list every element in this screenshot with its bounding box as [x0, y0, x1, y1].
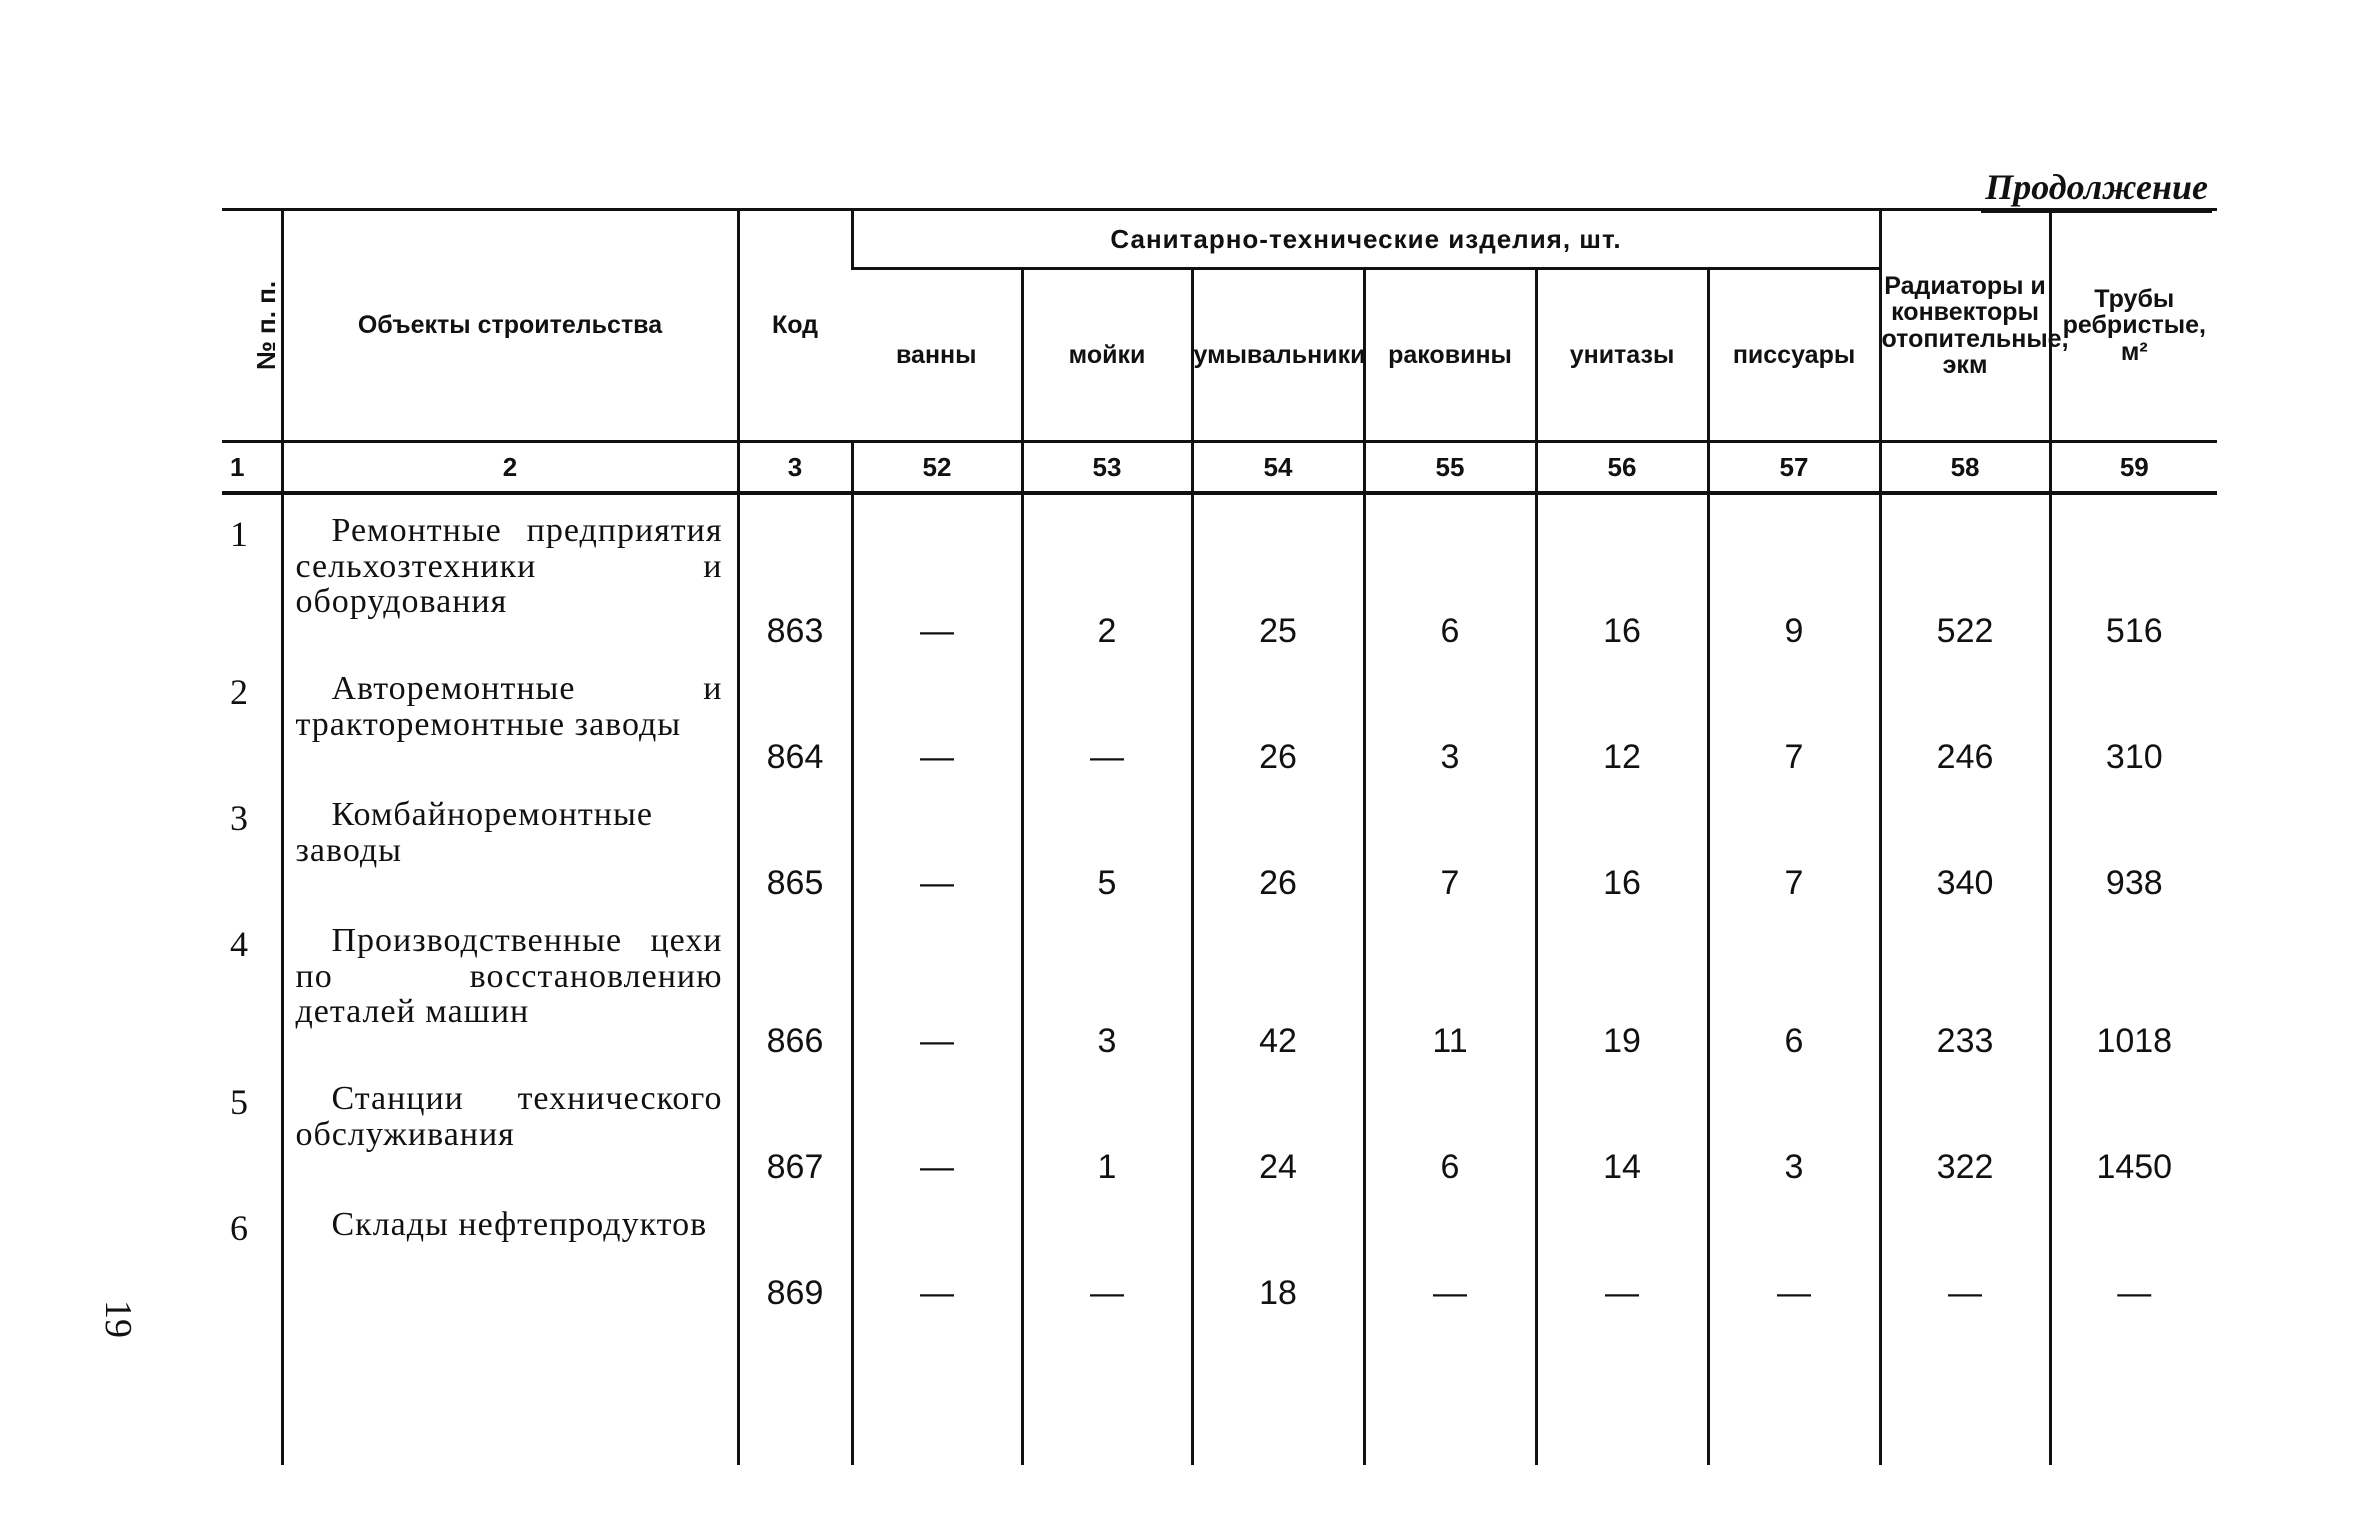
table-row — [222, 493, 2217, 653]
cell-pipes: — — [2050, 1189, 2217, 1315]
cell-toilets: 14 — [1536, 1063, 1708, 1189]
cell-basins: 6 — [1364, 1063, 1536, 1189]
row-number: 1 — [230, 514, 248, 554]
header-urinals: писсуары — [1708, 269, 1880, 442]
row-number: 4 — [230, 924, 248, 964]
column-number: 54 — [1192, 442, 1364, 494]
page-number: 19 — [97, 1300, 139, 1338]
cell-basins: 6 — [1364, 493, 1536, 653]
cell-toilets: 16 — [1536, 493, 1708, 653]
row-code: 864 — [738, 653, 852, 779]
cell-radiators: 233 — [1880, 905, 2050, 1063]
row-object-name: Авторемонтные и тракторемонтные заводы — [282, 653, 738, 779]
header-sinks: мойки — [1022, 269, 1192, 442]
cell-radiators: — — [1880, 1189, 2050, 1315]
cell-sinks: 5 — [1022, 779, 1192, 905]
column-number: 52 — [852, 442, 1022, 494]
cell-urinals: 9 — [1708, 493, 1880, 653]
cell-urinals: 3 — [1708, 1063, 1880, 1189]
cell-sinks: 2 — [1022, 493, 1192, 653]
row-number: 2 — [230, 672, 248, 712]
cell-washbasins: 26 — [1192, 779, 1364, 905]
cell-baths: — — [852, 1189, 1022, 1315]
table-row — [222, 1189, 2217, 1315]
column-number: 55 — [1364, 442, 1536, 494]
continued-label: Продолжение — [1981, 166, 2212, 213]
row-code: 866 — [738, 905, 852, 1063]
header-number: № п. п. — [222, 210, 282, 442]
cell-pipes: 516 — [2050, 493, 2217, 653]
row-object-name: Комбайноремонтные заводы — [282, 779, 738, 905]
header-pipes: Трубы ребристые, м² — [2050, 210, 2217, 442]
row-code: 863 — [738, 493, 852, 653]
cell-urinals: 7 — [1708, 779, 1880, 905]
cell-baths: — — [852, 653, 1022, 779]
cell-basins: 11 — [1364, 905, 1536, 1063]
cell-pipes: 1450 — [2050, 1063, 2217, 1189]
row-code: 869 — [738, 1189, 852, 1315]
cell-sinks: 1 — [1022, 1063, 1192, 1189]
cell-urinals: 6 — [1708, 905, 1880, 1063]
table-filler-row — [222, 1315, 2217, 1465]
cell-baths: — — [852, 1063, 1022, 1189]
table-row — [222, 1063, 2217, 1189]
column-number: 59 — [2050, 442, 2217, 494]
header-code: Код — [738, 210, 852, 442]
cell-basins: — — [1364, 1189, 1536, 1315]
column-number: 53 — [1022, 442, 1192, 494]
column-number: 57 — [1708, 442, 1880, 494]
cell-urinals: 7 — [1708, 653, 1880, 779]
column-number: 58 — [1880, 442, 2050, 494]
header-basins: раковины — [1364, 269, 1536, 442]
row-number: 3 — [230, 798, 248, 838]
column-number: 56 — [1536, 442, 1708, 494]
cell-pipes: 1018 — [2050, 905, 2217, 1063]
row-object-name: Станции технического обслуживания — [282, 1063, 738, 1189]
cell-toilets: 12 — [1536, 653, 1708, 779]
header-washbasins: умывальники — [1192, 269, 1364, 442]
row-code: 867 — [738, 1063, 852, 1189]
column-number-row — [222, 442, 2217, 494]
cell-pipes: 938 — [2050, 779, 2217, 905]
header-toilets: унитазы — [1536, 269, 1708, 442]
header-sanitary-group: Санитарно-технические изделия, шт. — [852, 210, 1880, 269]
cell-baths: — — [852, 905, 1022, 1063]
cell-baths: — — [852, 779, 1022, 905]
cell-urinals: — — [1708, 1189, 1880, 1315]
cell-washbasins: 25 — [1192, 493, 1364, 653]
cell-sinks: — — [1022, 653, 1192, 779]
cell-basins: 7 — [1364, 779, 1536, 905]
cell-radiators: 246 — [1880, 653, 2050, 779]
cell-toilets: — — [1536, 1189, 1708, 1315]
table-row — [222, 653, 2217, 779]
sanitary-equipment-table — [222, 208, 2217, 1465]
row-object-name: Производственные цехи по восстановлению деталей машин — [282, 905, 738, 1063]
cell-radiators: 522 — [1880, 493, 2050, 653]
header-objects: Объекты строительства — [282, 210, 738, 442]
cell-toilets: 16 — [1536, 779, 1708, 905]
cell-washbasins: 24 — [1192, 1063, 1364, 1189]
row-code: 865 — [738, 779, 852, 905]
cell-washbasins: 42 — [1192, 905, 1364, 1063]
column-number: 1 — [222, 442, 282, 494]
cell-washbasins: 26 — [1192, 653, 1364, 779]
row-object-name: Склады нефтепродуктов — [282, 1189, 738, 1315]
cell-baths: — — [852, 493, 1022, 653]
cell-sinks: 3 — [1022, 905, 1192, 1063]
header-radiators: Радиаторы и конвекторы отопительные, экм — [1880, 210, 2050, 442]
header-baths: ванны — [852, 269, 1022, 442]
cell-basins: 3 — [1364, 653, 1536, 779]
row-number: 6 — [230, 1208, 248, 1248]
table-row — [222, 779, 2217, 905]
cell-washbasins: 18 — [1192, 1189, 1364, 1315]
cell-toilets: 19 — [1536, 905, 1708, 1063]
row-object-name: Ремонтные предприятия сельхозтехники и оборудования — [282, 493, 738, 653]
cell-pipes: 310 — [2050, 653, 2217, 779]
column-number: 2 — [282, 442, 738, 494]
table-row — [222, 905, 2217, 1063]
cell-radiators: 340 — [1880, 779, 2050, 905]
cell-sinks: — — [1022, 1189, 1192, 1315]
cell-radiators: 322 — [1880, 1063, 2050, 1189]
column-number: 3 — [738, 442, 852, 494]
row-number: 5 — [230, 1082, 248, 1122]
